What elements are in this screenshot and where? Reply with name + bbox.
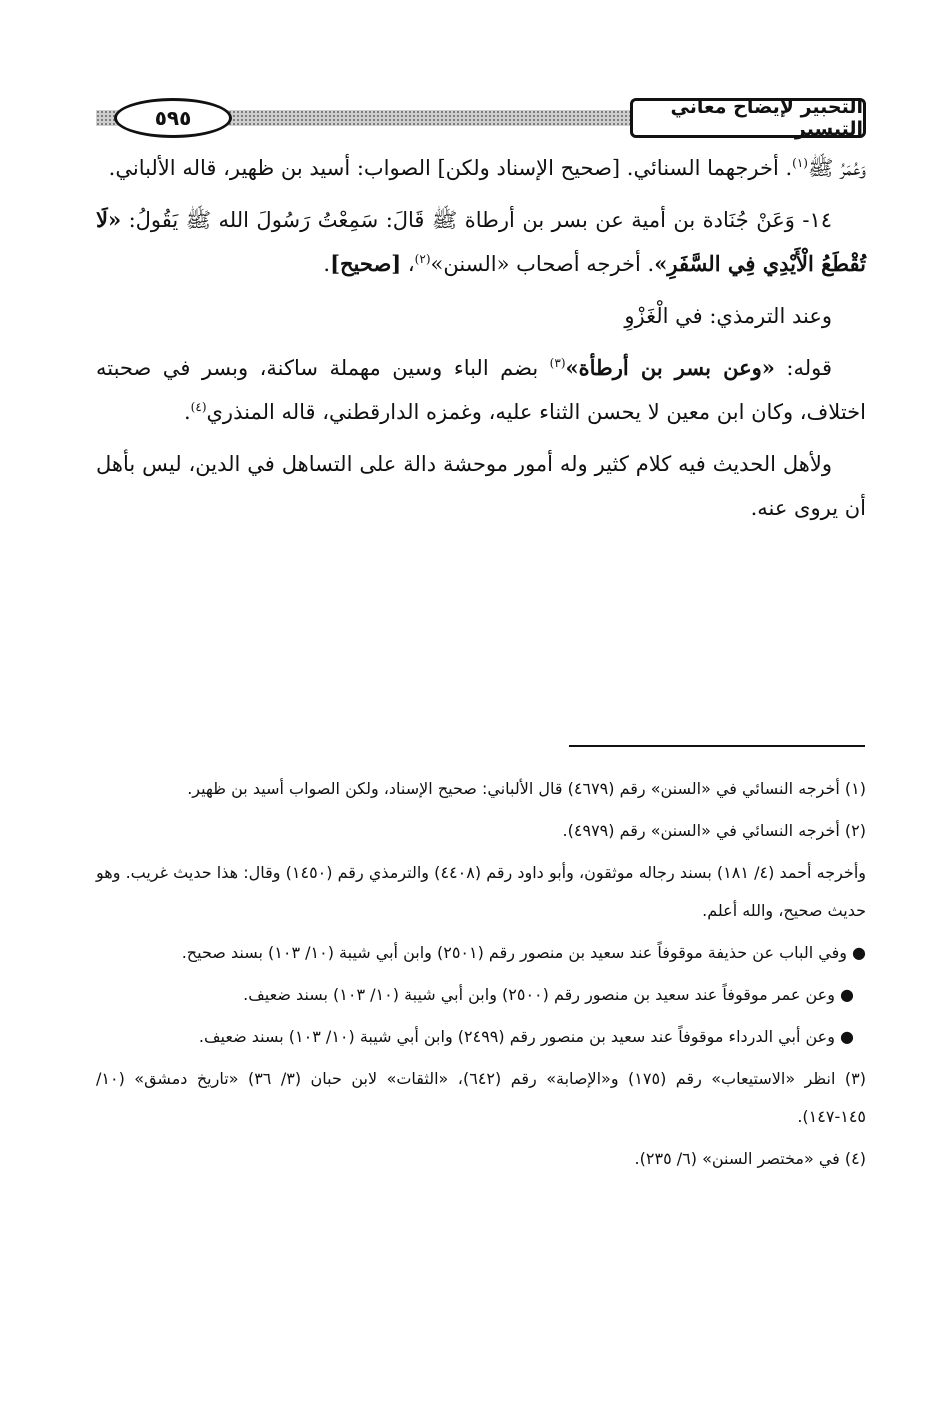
page-header (96, 96, 866, 142)
paragraph-tirmidhi: وعند الترمذي: في الْغَزْوِ (624, 304, 832, 328)
footnotes (96, 770, 866, 1182)
commentary-start: قوله: (774, 356, 832, 380)
hadith-14 (96, 198, 866, 286)
commentary-end: . (183, 400, 191, 424)
footnote-ref-3: (٣) (549, 356, 566, 370)
footnote-1: (١) أخرجه النسائي في «السنن» رقم (٤٦٧٩) قال الألباني: صحيح الإسناد، ولكن الصواب أسيد بن ظهير. (187, 779, 866, 798)
hadith-14-sep: ، (401, 252, 415, 276)
paragraph-hadith-scholars: ولأهل الحديث فيه كلام كثير وله أمور موحشة دالة على التساهل في الدين، ليس بأهل أن يروى عنه. (96, 452, 866, 520)
footnote-2-bullet-hudhayfa: ● وفي الباب عن حذيفة موقوفاً عند سعيد بن منصور رقم (٢٥٠١) وابن أبي شيبة (١٠/ ١٠٣) بسند صحيح. (181, 943, 866, 962)
paragraph-1-rest: . أخرجهما السنائي. [صحيح الإسناد ولكن] الصواب: أسيد بن ظهير، قاله الألباني. (108, 156, 793, 180)
hadith-14-end: . (323, 252, 331, 276)
footnote-divider (569, 745, 865, 747)
paragraph-commentary (96, 346, 866, 434)
footnote-2-bullet-abu-darda: ● وعن أبي الدرداء موقوفاً عند سعيد بن منصور رقم (٢٤٩٩) وابن أبي شيبة (١٠/ ١٠٣) بسند ضعيف. (198, 1027, 854, 1046)
hadith-14-source: . أخرجه أصحاب «السنن» (430, 252, 655, 276)
commentary-text: بضم الباء وسين مهملة ساكنة، وبسر في صحبته اختلاف، وكان ابن معين لا يحسن الثناء عليه، وغمزه الدارقطني، قاله المنذري (96, 356, 866, 424)
book-title: التحبير لإيضاح معاني التيسير (630, 98, 866, 138)
main-text (96, 146, 866, 538)
paragraph-1-start: وَعُمَرُ ﷺ (807, 156, 866, 180)
footnote-2-bullet-umar: ● وعن عمر موقوفاً عند سعيد بن منصور رقم (٢٥٠٠) وابن أبي شيبة (١٠/ ١٠٣) بسند ضعيف. (243, 985, 854, 1004)
hadith-14-chain: ١٤- وَعَنْ جُنَادة بن أمية عن بسر بن أرطاة ﷺ قَالَ: سَمِعْتُ رَسُولَ الله ﷺ يَقُولُ: (121, 208, 832, 232)
footnote-ref-4: (٤) (190, 400, 207, 414)
footnote-4: (٤) في «مختصر السنن» (٦/ ٢٣٥). (634, 1149, 866, 1168)
hadith-14-text: «لَا تُقْطَعُ الْأَيْدِي فِي السَّفَرِ» (96, 207, 866, 276)
footnote-ref-2: (٢) (414, 252, 431, 266)
commentary-keyword: «وعن بسر بن أرطأة» (565, 355, 775, 380)
page-number: ٥٩٥ (114, 98, 232, 138)
footnote-2-continuation: وأخرجه أحمد (٤/ ١٨١) بسند رجاله موثقون، وأبو داود رقم (٤٤٠٨) والترمذي رقم (١٤٥٠) وقال: هذا حديث غريب. وهو حديث صحيح، والله أعلم. (96, 863, 866, 920)
paragraph-1 (96, 146, 866, 190)
footnote-ref-1: (١) (792, 156, 808, 170)
hadith-14-grade: [صحيح] (330, 251, 402, 276)
footnote-3: (٣) انظر «الاستيعاب» رقم (١٧٥) و«الإصابة» رقم (٦٤٢)، «الثقات» لابن حبان (٣/ ٣٦) «تاريخ دمشق» (١٠/ ١٤٥-١٤٧). (96, 1069, 866, 1126)
footnote-2: (٢) أخرجه النسائي في «السنن» رقم (٤٩٧٩). (562, 821, 866, 840)
